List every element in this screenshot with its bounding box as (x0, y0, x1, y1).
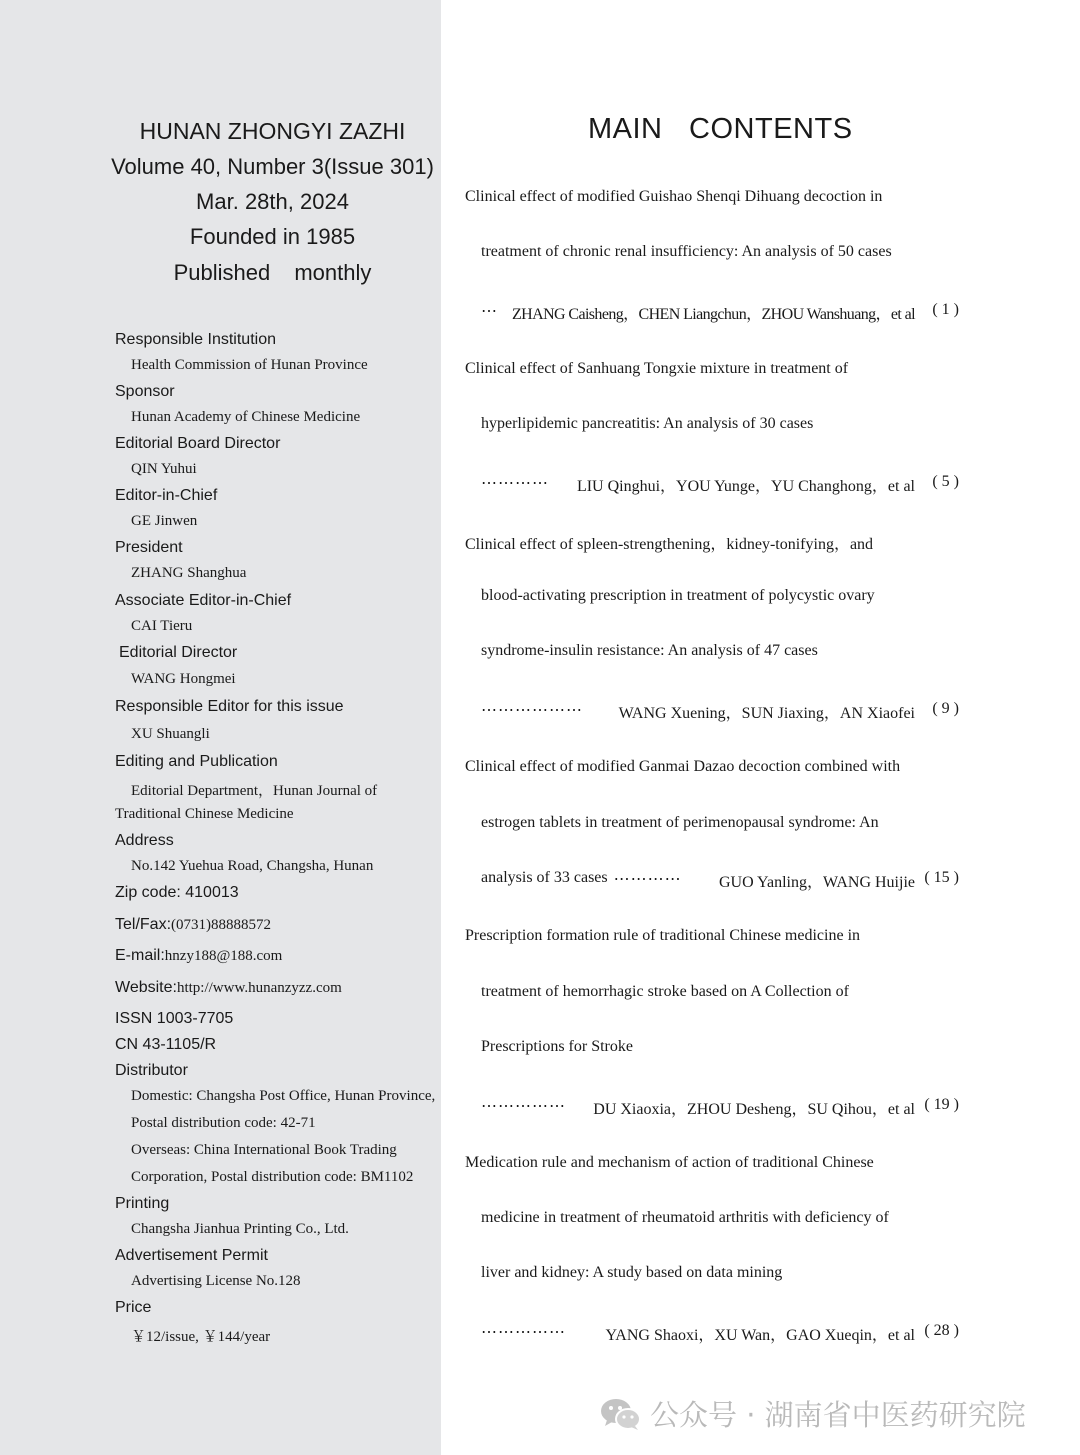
dot-leader: ⋯⋯⋯⋯⋯⋯ (481, 702, 583, 719)
label-editing-publication: Editing and Publication (115, 753, 278, 770)
zip-code: Zip code: 410013 (115, 884, 239, 901)
article-4-line-3: analysis of 33 cases (481, 869, 608, 886)
value-editorial-director: WANG Hongmei (131, 671, 236, 687)
article-5-line-1: Prescription formation rule of traditional Chinese medicine in (465, 927, 861, 944)
value-editor-in-chief: GE Jinwen (131, 513, 198, 529)
article-2-authors: LIU Qinghui，YOU Yunge，YU Changhong，et al (576, 478, 915, 495)
label-editorial-director: Editorial Director (119, 644, 238, 661)
article-3-line-3: syndrome-insulin resistance: An analysis of 47 cases (481, 642, 818, 659)
article-2-line-2: hyperlipidemic pancreatitis: An analysis of 30 cases (481, 415, 814, 432)
article-3-authors: WANG Xuening，SUN Jiaxing，AN Xiaofei (618, 705, 915, 722)
article-1-page: ( 1 ) (932, 301, 959, 318)
article-3-page: ( 9 ) (932, 700, 959, 717)
label-responsible-institution: Responsible Institution (115, 331, 276, 348)
article-4-line-1: Clinical effect of modified Ganmai Dazao decoction combined with (465, 758, 901, 775)
contents-heading: MAIN CONTENTS (588, 113, 853, 145)
dot-leader: ⋯⋯⋯⋯ (613, 871, 682, 888)
website-value: http://www.hunanzyzz.com (176, 980, 342, 996)
value-price: ￥12/issue, ￥144/year (131, 1329, 271, 1345)
value-responsible-editor: XU Shuangli (131, 726, 210, 742)
article-3-line-2: blood-activating prescription in treatment of polycystic ovary (481, 587, 875, 604)
watermark-text: 公众号 · 湖南省中医药研究院 (650, 1398, 1026, 1432)
label-associate-editor: Associate Editor-in-Chief (115, 592, 292, 609)
label-distributor: Distributor (115, 1062, 188, 1079)
article-1-line-2: treatment of chronic renal insufficiency: An analysis of 50 cases (481, 243, 892, 260)
label-board-director: Editorial Board Director (115, 435, 281, 452)
email-label: E-mail: (115, 947, 165, 964)
tel-fax-label: Tel/Fax: (115, 916, 172, 933)
article-6-line-3: liver and kidney: A study based on data mining (481, 1264, 783, 1281)
dot-leader: ⋯⋯⋯⋯⋯ (481, 1098, 566, 1115)
journal-title: HUNAN ZHONGYI ZAZHI (139, 118, 406, 144)
tel-fax-value: (0731)88888572 (171, 917, 272, 933)
dot-leader: ⋯ (481, 303, 498, 320)
article-3-authors-row (481, 700, 959, 723)
email-value: hnzy188@188.com (164, 948, 283, 964)
article-6-authors: YANG Shaoxi，XU Wan，GAO Xueqin，et al (605, 1327, 915, 1344)
article-1-line-1: Clinical effect of modified Guishao Shenqi Dihuang decoction in (465, 188, 883, 205)
value-ad-permit: Advertising License No.128 (131, 1273, 301, 1289)
article-2-line-1: Clinical effect of Sanhuang Tongxie mixture in treatment of (465, 360, 849, 377)
journal-date: Mar. 28th, 2024 (196, 189, 349, 214)
value-responsible-institution: Health Commission of Hunan Province (131, 357, 368, 373)
article-4-authors: GUO Yanling，WANG Huijie (718, 874, 915, 891)
article-5-line-2: treatment of hemorrhagic stroke based on A Collection of (481, 983, 849, 1000)
value-editing-line2: Traditional Chinese Medicine (115, 806, 294, 822)
article-1-authors-row (481, 301, 959, 324)
value-distributor-line2: Postal distribution code: 42-71 (131, 1115, 316, 1131)
website-row (115, 979, 342, 997)
value-distributor-line3: Overseas: China International Book Trading (131, 1142, 397, 1158)
label-price: Price (115, 1299, 152, 1316)
article-4-authors-row (481, 869, 959, 892)
article-3-line-1: Clinical effect of spleen-strengthening，kidney-tonifying，and (465, 536, 874, 553)
article-6-line-1: Medication rule and mechanism of action of traditional Chinese (465, 1154, 874, 1171)
value-address: No.142 Yuehua Road, Changsha, Hunan (131, 858, 374, 874)
value-associate-editor: CAI Tieru (131, 618, 193, 634)
article-5-authors-row (481, 1096, 959, 1119)
article-6-line-2: medicine in treatment of rheumatoid arthritis with deficiency of (481, 1209, 889, 1226)
value-distributor-line1: Domestic: Changsha Post Office, Hunan Province, (131, 1088, 436, 1104)
label-sponsor: Sponsor (115, 383, 175, 400)
website-label: Website: (115, 979, 177, 996)
article-6-authors-row (481, 1322, 959, 1345)
journal-founded: Founded in 1985 (189, 224, 356, 249)
article-5-line-3: Prescriptions for Stroke (481, 1038, 633, 1055)
label-president: President (115, 539, 183, 556)
dot-leader: ⋯⋯⋯⋯⋯ (481, 1324, 566, 1341)
journal-frequency: Published monthly (173, 260, 372, 285)
article-1-authors: ZHANG Caisheng，CHEN Liangchun，ZHOU Wanshuang，et al (511, 306, 915, 323)
article-2-authors-row (481, 473, 959, 496)
value-sponsor: Hunan Academy of Chinese Medicine (131, 409, 361, 425)
label-address: Address (115, 832, 174, 849)
article-4-page: ( 15 ) (924, 869, 959, 886)
value-distributor-line4: Corporation, Postal distribution code: BM1102 (131, 1169, 414, 1185)
article-2-page: ( 5 ) (932, 473, 959, 490)
label-ad-permit: Advertisement Permit (115, 1247, 268, 1264)
email-row (115, 947, 282, 965)
label-responsible-editor: Responsible Editor for this issue (115, 698, 344, 715)
journal-volume: Volume 40, Number 3(Issue 301) (111, 154, 434, 179)
tel-fax-row (115, 916, 271, 934)
value-editing-line1: Editorial Department，Hunan Journal of (131, 783, 378, 799)
issn: ISSN 1003-7705 (115, 1010, 234, 1027)
value-printing: Changsha Jianhua Printing Co., Ltd. (131, 1221, 349, 1237)
article-5-authors: DU Xiaoxia，ZHOU Desheng，SU Qihou，et al (593, 1101, 915, 1118)
article-5-page: ( 19 ) (924, 1096, 959, 1113)
watermark (600, 1393, 1026, 1434)
label-printing: Printing (115, 1195, 170, 1212)
value-board-director: QIN Yuhui (131, 461, 197, 477)
value-president: ZHANG Shanghua (131, 565, 247, 581)
dot-leader: ⋯⋯⋯⋯ (481, 475, 549, 492)
wechat-icon (600, 1397, 642, 1431)
cn-number: CN 43-1105/R (115, 1036, 217, 1053)
article-4-line-2: estrogen tablets in treatment of perimenopausal syndrome: An (481, 814, 879, 831)
label-editor-in-chief: Editor-in-Chief (115, 487, 218, 504)
article-6-page: ( 28 ) (924, 1322, 959, 1339)
